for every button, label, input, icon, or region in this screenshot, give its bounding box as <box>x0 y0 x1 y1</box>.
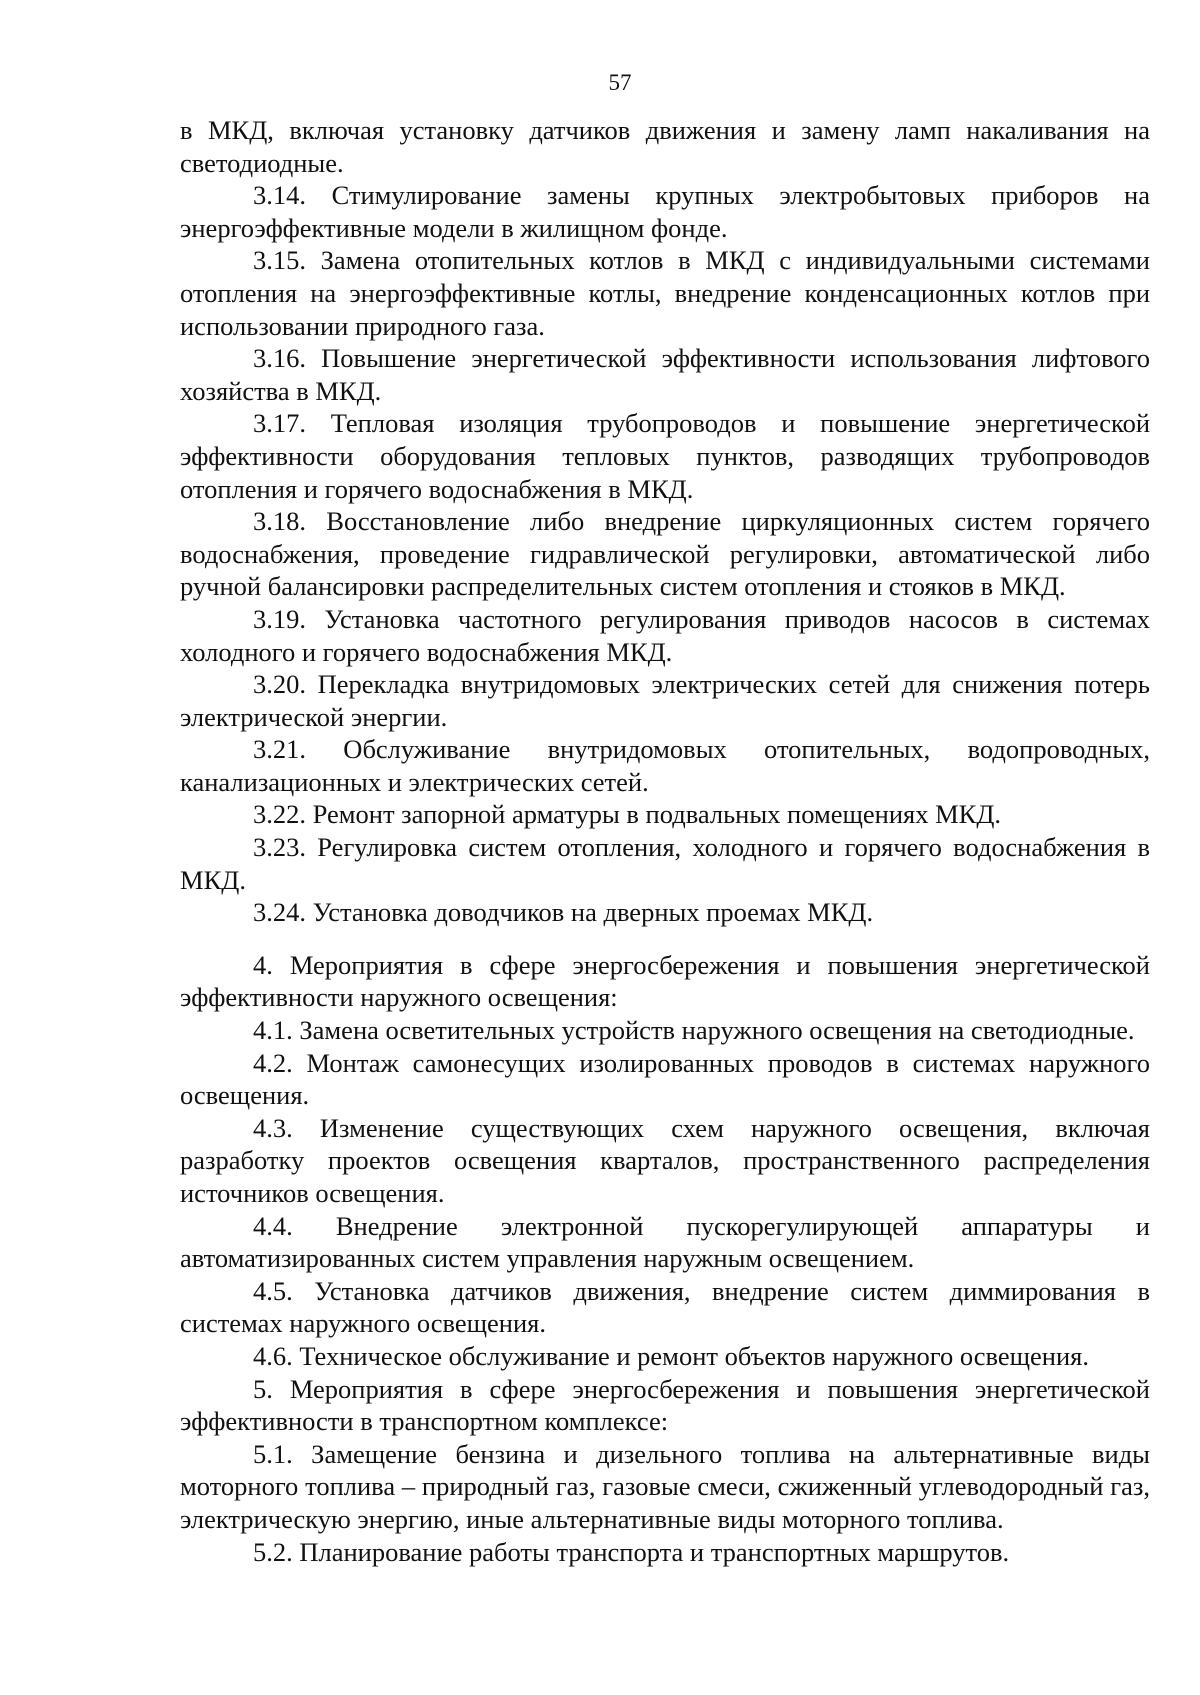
document-body <box>180 114 1150 1568</box>
paragraph-3-20: 3.20. Перекладка внутридомовых электрических сетей для снижения потерь электрической энергии. <box>180 669 1150 732</box>
paragraph-3-18: 3.18. Восстановление либо внедрение циркуляционных систем горячего водоснабжения, проведение гидравлической регулировки, автоматической либо ручной балансировки распределительных систем отопления и стояков в МКД. <box>180 506 1150 602</box>
paragraph-3-15: 3.15. Замена отопительных котлов в МКД с индивидуальными системами отопления на энергоэффективные котлы, внедрение конденсационных котлов при использовании природного газа. <box>180 245 1150 341</box>
paragraph-4-5: 4.5. Установка датчиков движения, внедрение систем диммирования в системах наружного освещения. <box>180 1275 1150 1339</box>
paragraph-3-19: 3.19. Установка частотного регулирования приводов насосов в системах холодного и горячего водоснабжения МКД. <box>180 603 1150 667</box>
paragraph-3-22: 3.22. Ремонт запорной арматуры в подвальных помещениях МКД. <box>253 799 1002 830</box>
paragraph-5-1: 5.1. Замещение бензина и дизельного топлива на альтернативные виды моторного топлива – природный газ, газовые смеси, сжиженный углеводородный газ, электрическую энергию, иные альтернативные виды моторного топлива. <box>180 1438 1150 1534</box>
paragraph-3-24: 3.24. Установка доводчиков на дверных проемах МКД. <box>253 897 874 928</box>
page-number: 57 <box>608 70 632 95</box>
paragraph-3-16: 3.16. Повышение энергетической эффективности использования лифтового хозяйства в МКД. <box>180 343 1150 406</box>
paragraph-4-4: 4.4. Внедрение электронной пускорегулирующей аппаратуры и автоматизированных систем управления наружным освещением. <box>180 1210 1150 1274</box>
paragraph-5-2: 5.2. Планирование работы транспорта и транспортных маршрутов. <box>253 1536 1010 1567</box>
paragraph-3-23: 3.23. Регулировка систем отопления, холодного и горячего водоснабжения в МКД. <box>180 832 1150 895</box>
paragraph-4-6: 4.6. Техническое обслуживание и ремонт объектов наружного освещения. <box>253 1340 1089 1371</box>
section-4-heading: 4. Мероприятия в сфере энергосбережения и повышения энергетической эффективности наружного освещения: <box>180 949 1150 1013</box>
paragraph-4-3: 4.3. Изменение существующих схем наружного освещения, включая разработку проектов освещения кварталов, пространственного распределения источников освещения. <box>180 1112 1150 1208</box>
section-5-heading: 5. Мероприятия в сфере энергосбережения и повышения энергетической эффективности в транспортном комплексе: <box>180 1373 1150 1437</box>
paragraph-3-17: 3.17. Тепловая изоляция трубопроводов и повышение энергетической эффективности оборудования тепловых пунктов, разводящих трубопроводов отопления и горячего водоснабжения в МКД. <box>180 408 1150 504</box>
paragraph-4-2: 4.2. Монтаж самонесущих изолированных проводов в системах наружного освещения. <box>180 1047 1150 1111</box>
paragraph-3-14: 3.14. Стимулирование замены крупных электробытовых приборов на энергоэффективные модели в жилищном фонде. <box>180 180 1150 243</box>
paragraph-4-1: 4.1. Замена осветительных устройств наружного освещения на светодиодные. <box>253 1015 1135 1046</box>
paragraph-continuation: в МКД, включая установку датчиков движения и замену ламп накаливания на светодиодные. <box>180 115 1150 178</box>
paragraph-3-21: 3.21. Обслуживание внутридомовых отопительных, водопроводных, канализационных и электрических сетей. <box>180 734 1150 797</box>
